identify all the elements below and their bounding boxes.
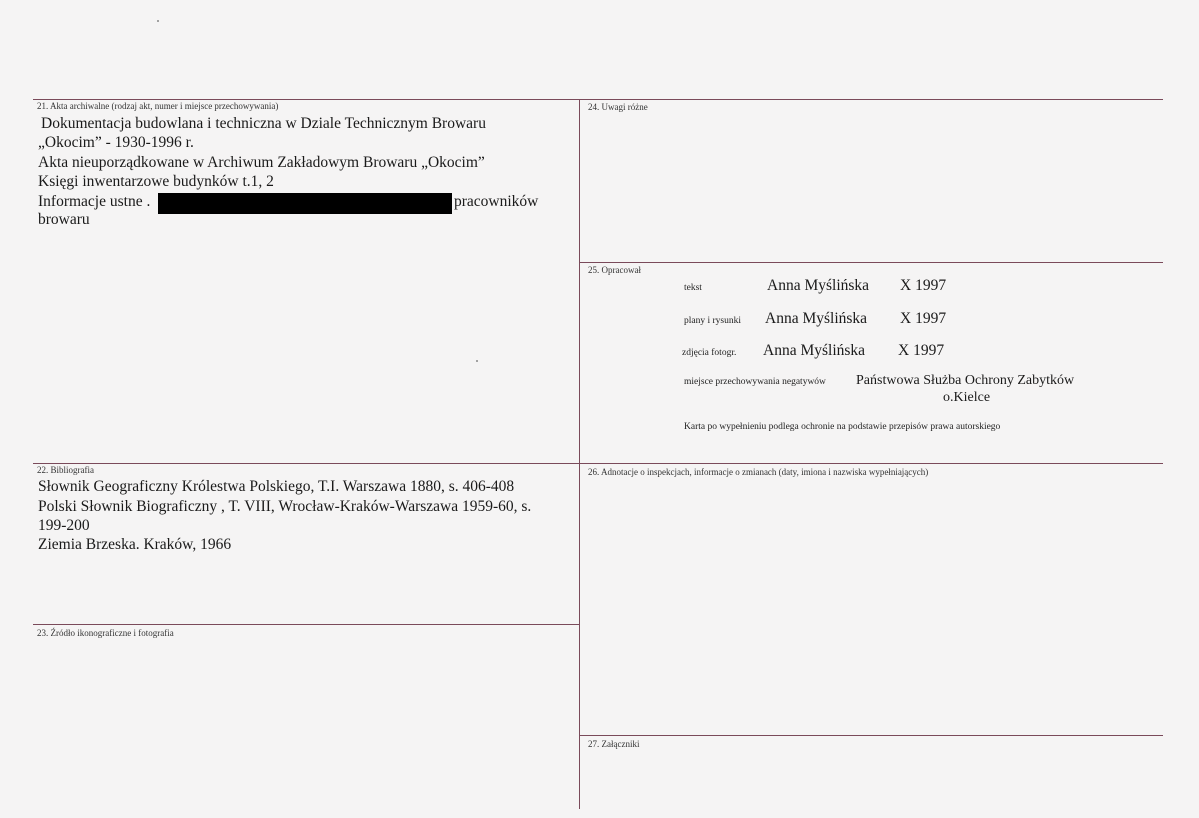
bibliography-line-3: 199-200 (38, 517, 90, 534)
oral-info-prefix: Informacje ustne . (38, 193, 151, 210)
rule-22-26 (33, 463, 1163, 464)
section-24-label: 24. Uwagi różne (588, 102, 648, 112)
section-26-label: 26. Adnotacje o inspekcjach, informacje o zmianach (daty, imiona i nazwiska wypełniających) (588, 467, 929, 477)
center-divider (579, 99, 580, 809)
oral-info-line-2: browaru (38, 211, 90, 228)
speck (157, 20, 159, 22)
section-27-label: 27. Załączniki (588, 739, 640, 749)
redaction-box (158, 193, 452, 214)
archives-line-1: Dokumentacja budowlana i techniczna w Dziale Technicznym Browaru (41, 115, 486, 132)
oral-info-suffix: pracowników (454, 193, 539, 210)
bibliography-line-4: Ziemia Brzeska. Kraków, 1966 (38, 536, 232, 553)
author-date-plans: X 1997 (900, 310, 947, 327)
speck (476, 360, 478, 362)
section-21-label: 21. Akta archiwalne (rodzaj akt, numer i miejsce przechowywania) (37, 101, 279, 111)
negatives-city: o.Kielce (943, 390, 991, 405)
author-name-text: Anna Myślińska (767, 277, 870, 294)
rule-25 (579, 262, 1163, 263)
section-25-label: 25. Opracował (588, 265, 641, 275)
author-row-label-plans: plany i rysunki (684, 316, 741, 326)
author-date-photos: X 1997 (898, 342, 945, 359)
author-name-plans: Anna Myślińska (765, 310, 868, 327)
bibliography-line-1: Słownik Geograficzny Królestwa Polskiego, T.I. Warszawa 1880, s. 406-408 (38, 478, 515, 495)
archives-line-2: „Okocim” - 1930-1996 r. (38, 134, 194, 151)
archives-line-3: Akta nieuporządkowane w Archiwum Zakładowym Browaru „Okocim” (38, 154, 485, 171)
top-rule (33, 99, 1163, 100)
author-name-photos: Anna Myślińska (763, 342, 866, 359)
author-date-text: X 1997 (900, 277, 947, 294)
author-row-label-text: tekst (684, 283, 702, 293)
rule-27 (579, 735, 1163, 736)
archives-line-4: Księgi inwentarzowe budynków t.1, 2 (38, 173, 274, 190)
copyright-note: Karta po wypełnieniu podlega ochronie na podstawie przepisów prawa autorskiego (684, 422, 1001, 432)
bibliography-line-2: Polski Słownik Biograficzny , T. VIII, Wrocław-Kraków-Warszawa 1959-60, s. (38, 498, 532, 515)
negatives-label: miejsce przechowywania negatywów (684, 377, 826, 387)
author-row-label-photos: zdjęcia fotogr. (682, 348, 737, 358)
rule-23 (33, 624, 579, 625)
negatives-place: Państwowa Służba Ochrony Zabytków (856, 373, 1075, 388)
section-23-label: 23. Źródło ikonograficzne i fotografia (37, 628, 174, 638)
section-22-label: 22. Bibliografia (37, 465, 94, 475)
